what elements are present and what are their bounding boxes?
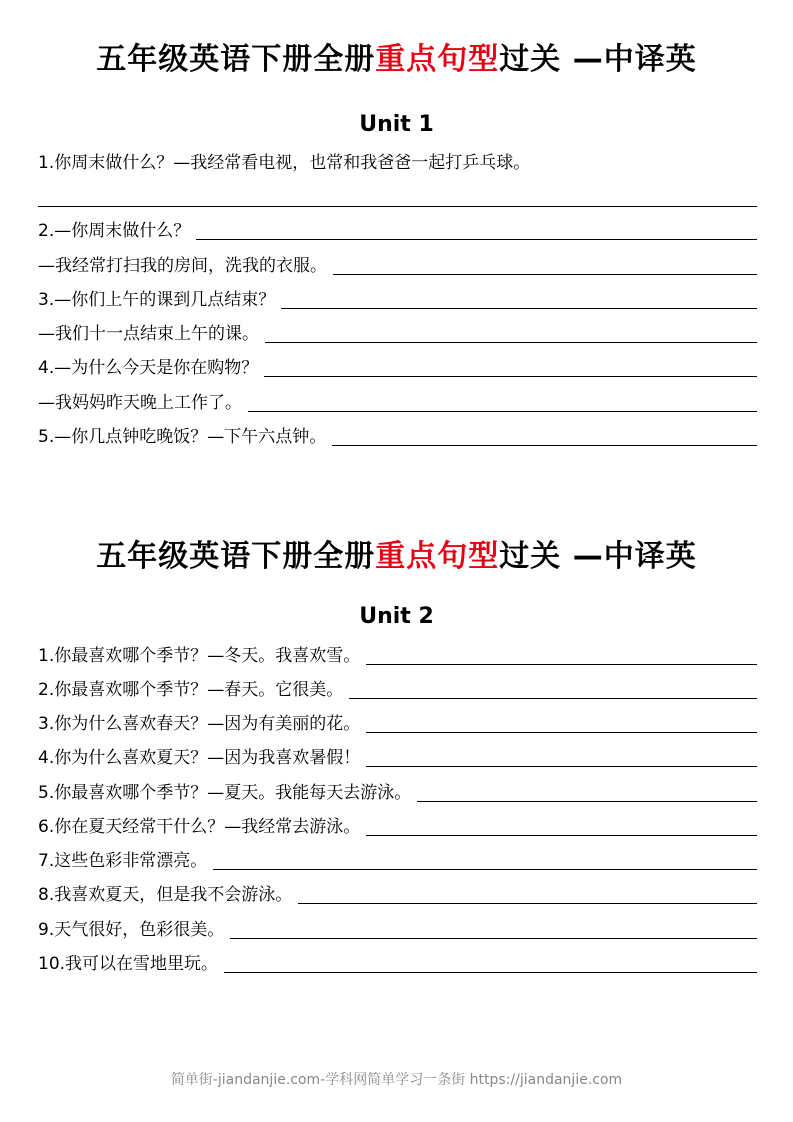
answer-line[interactable] bbox=[366, 766, 757, 767]
question-row bbox=[38, 953, 757, 975]
question-row bbox=[38, 392, 757, 414]
question-row bbox=[38, 850, 757, 872]
question-text: 1.你最喜欢哪个季节？—冬天。我喜欢雪。 bbox=[38, 646, 361, 666]
answer-line[interactable] bbox=[230, 938, 757, 939]
question-row bbox=[38, 782, 757, 804]
section2-title-suffix: 过关 —中译英 bbox=[499, 539, 697, 574]
question-text: —我妈妈昨天晚上工作了。 bbox=[38, 393, 242, 413]
question-text: 4.—为什么今天是你在购物？ bbox=[38, 358, 259, 378]
answer-line[interactable] bbox=[366, 835, 757, 836]
answer-line[interactable] bbox=[38, 206, 757, 207]
answer-line[interactable] bbox=[298, 903, 757, 904]
section2-title-highlight: 重点句型 bbox=[375, 539, 500, 574]
question-text: —我们十一点结束上午的课。 bbox=[38, 324, 259, 344]
question-text: 3.—你们上午的课到几点结束？ bbox=[38, 290, 276, 310]
question-text: 1.你周末做什么？—我经常看电视，也常和我爸爸一起打乒乓球。 bbox=[38, 153, 531, 173]
section1-unit-heading: Unit 1 bbox=[359, 112, 434, 137]
question-row bbox=[38, 713, 757, 735]
answer-line[interactable] bbox=[366, 664, 757, 665]
question-row bbox=[38, 426, 757, 448]
section1-title-suffix: 过关 —中译英 bbox=[499, 42, 697, 77]
question-row bbox=[38, 357, 757, 379]
question-text: 2.你最喜欢哪个季节？—春天。它很美。 bbox=[38, 680, 344, 700]
question-row bbox=[38, 816, 757, 838]
question-text: 5.—你几点钟吃晚饭？—下午六点钟。 bbox=[38, 427, 327, 447]
question-row bbox=[38, 220, 757, 242]
answer-line[interactable] bbox=[248, 411, 757, 412]
answer-line[interactable] bbox=[264, 376, 757, 377]
question-row bbox=[38, 645, 757, 667]
section1-title-highlight: 重点句型 bbox=[375, 42, 500, 77]
section2-title bbox=[0, 539, 793, 575]
answer-line[interactable] bbox=[417, 801, 757, 802]
question-text: 9.天气很好，色彩很美。 bbox=[38, 920, 225, 940]
question-row bbox=[38, 884, 757, 906]
question-row bbox=[38, 679, 757, 701]
answer-line[interactable] bbox=[281, 308, 757, 309]
question-row bbox=[38, 747, 757, 769]
question-text: 7.这些色彩非常漂亮。 bbox=[38, 851, 208, 871]
answer-line[interactable] bbox=[333, 274, 757, 275]
answer-line[interactable] bbox=[366, 732, 757, 733]
question-row bbox=[38, 289, 757, 311]
question-row bbox=[38, 152, 757, 174]
answer-line[interactable] bbox=[224, 972, 757, 973]
question-text: 8.我喜欢夏天，但是我不会游泳。 bbox=[38, 885, 293, 905]
question-row bbox=[38, 323, 757, 345]
question-text: 5.你最喜欢哪个季节？—夏天。我能每天去游泳。 bbox=[38, 783, 412, 803]
question-row bbox=[38, 255, 757, 277]
section1-title-prefix: 五年级英语下册全册 bbox=[96, 42, 376, 77]
page-footer: 简单街-jiandanjie.com-学科网简单学习一条街 https://jiandanjie.com bbox=[170, 1072, 623, 1088]
question-text: 6.你在夏天经常干什么？—我经常去游泳。 bbox=[38, 817, 361, 837]
answer-line[interactable] bbox=[265, 342, 757, 343]
section2-unit-heading: Unit 2 bbox=[359, 604, 434, 629]
section1-title bbox=[0, 42, 793, 78]
answer-line[interactable] bbox=[196, 239, 757, 240]
answer-line[interactable] bbox=[349, 698, 757, 699]
question-text: 10.我可以在雪地里玩。 bbox=[38, 954, 219, 974]
question-text: —我经常打扫我的房间，洗我的衣服。 bbox=[38, 256, 327, 276]
question-text: 2.—你周末做什么？ bbox=[38, 221, 191, 241]
question-text: 4.你为什么喜欢夏天？—因为我喜欢暑假！ bbox=[38, 748, 361, 768]
question-text: 3.你为什么喜欢春天？—因为有美丽的花。 bbox=[38, 714, 361, 734]
question-row bbox=[38, 919, 757, 941]
section2-title-prefix: 五年级英语下册全册 bbox=[96, 539, 376, 574]
answer-line[interactable] bbox=[213, 869, 757, 870]
answer-line[interactable] bbox=[332, 445, 757, 446]
